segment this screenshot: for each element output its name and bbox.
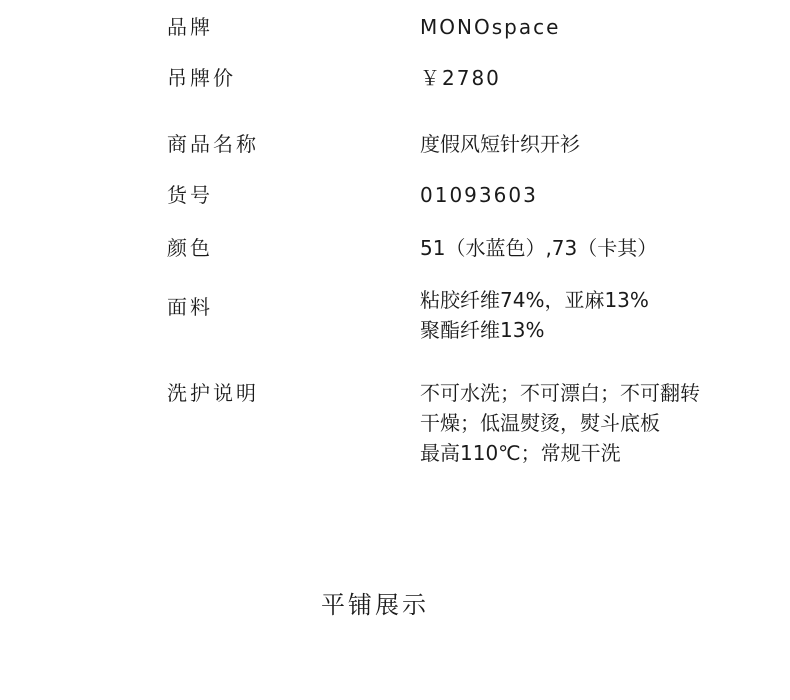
- spec-label-color: 颜色: [167, 236, 213, 260]
- spec-value-brand: MONOspace: [420, 15, 561, 39]
- spec-value-product-name: 度假风短针织开衫: [420, 132, 580, 156]
- spec-label-fabric: 面料: [167, 295, 213, 319]
- spec-label-brand: 品牌: [167, 15, 213, 39]
- spec-label-product-name: 商品名称: [167, 132, 259, 156]
- spec-value-color: 51（水蓝色）,73（卡其）: [420, 236, 658, 260]
- spec-label-item-number: 货号: [167, 183, 213, 207]
- spec-value-fabric: 粘胶纤维74%，亚麻13% 聚酯纤维13%: [420, 288, 649, 342]
- spec-value-tag-price: ￥2780: [420, 66, 501, 90]
- section-title-flat-lay: 平铺展示: [321, 591, 429, 619]
- spec-label-care-instructions: 洗护说明: [167, 381, 259, 405]
- spec-label-tag-price: 吊牌价: [167, 66, 236, 90]
- spec-value-item-number: 01093603: [420, 183, 538, 207]
- spec-value-care-instructions: 不可水洗；不可漂白；不可翻转 干燥；低温熨烫，熨斗底板 最高110℃；常规干洗: [420, 381, 700, 465]
